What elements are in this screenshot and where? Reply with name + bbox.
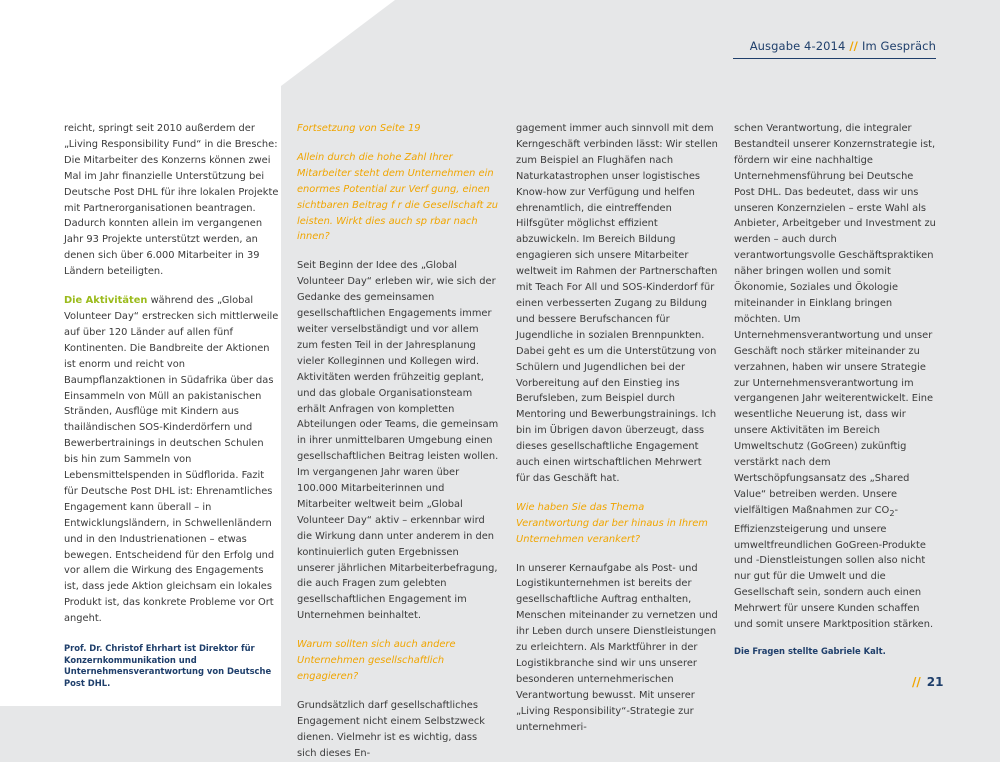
interview-answer: gagement immer auch sinnvoll mit dem Kerngeschäft verbinden lässt: Wir stellen zum Beispiel an Flughäfen nach Naturkatastrophen unser logistisches Know-how zur Verfügung und helfen ehrenamtlich, die eintreffenden Hilfsgüter möglichst effizient abzuwickeln. Im Bereich Bildung engagieren sich unsere Mitarbeiter weltweit im Rahmen der Partnerschaften mit Teach For All und SOS-Kinderdorf für einen verbesserten Zugang zu Bildung und bessere Berufschancen für Jugendliche in sozialen Brennpunkten. Dabei geht es um die Unterstützung von Schülern und Jugendlichen bei der Vorbereitung auf den Einstieg ins Berufsleben, zum Beispiel durch Mentoring und Bewerbungstrainings. Ich bin im Übrigen davon überzeugt, dass dieses gesellschaftliche Engagement auch einen wirtschaftlichen Mehrwert für das Geschäft hat.	[516, 123, 718, 484]
footer-separator: //	[912, 675, 921, 689]
interview-question: Wie haben Sie das Thema Verantwortung dar ber hinaus in Ihrem Unternehmen verankert?	[516, 501, 708, 545]
text-column-4	[734, 121, 936, 657]
paragraph-text: schen Verantwortung, die integraler Bestandteil unserer Konzernstrategie ist, fördern wir eine nachhaltige Unternehmensführung bei Deutsche Post DHL. Das bedeutet, dass wir uns unseren Konzernzielen – erste Wahl als Anbieter, Arbeitgeber und Investment zu werden – auch durch verantwortungsvolle Geschäftspraktiken näher bringen wollen und somit Ökonomie, Soziales und Ökologie miteinander in Einklang bringen möchten. Um Unternehmensverantwortung und unser Geschäft noch stärker miteinander zu verzahnen, haben wir unsere Strategie zur Unternehmensverantwortung im vergangenen Jahr weiterentwickelt. Eine wesentliche Neuerung ist, dass wir unsere Aktivitäten im Bereich Umweltschutz (GoGreen) zukünftig verstärkt nach dem Wertschöpfungsansatz des „Shared Value“ betreiben werden. Unsere vielfältigen Maßnahmen zur CO	[734, 123, 936, 516]
page-number	[912, 675, 943, 689]
author-byline: Prof. Dr. Christof Ehrhart ist Direktor für Konzernkommunikation und Unternehmensverantwortung von Deutsche Post DHL.	[64, 643, 272, 688]
interview-question: Warum sollten sich auch andere Unternehmen gesellschaftlich engagieren?	[297, 639, 456, 682]
paragraph-text: während des „Global Volunteer Day“ erstrecken sich mittlerweile auf über 120 Länder auf allen fünf Kontinenten. Die Bandbreite der Aktionen ist enorm und reicht von Baumpflanzaktionen in Südafrika über das Einsammeln von Müll an pakistanischen Stränden, Ausflüge mit Kindern aus thailändischen SOS-Kinderdörfern und Bewerbertrainings in deutschen Schulen bis hin zum Sammeln von Lebensmittelspenden in Südflorida. Fazit für Deutsche Post DHL ist: Ehrenamtliches Engagement kann überall – in Entwicklungsländern, in Schwellenländern und in den Industrienationen – etwas bewegen. Entscheidend für den Erfolg und vor allem die Wirkung des Engagements ist, dass jede Aktion gleichsam ein lokales Produkt ist, das konkrete Probleme vor Ort angeht.	[64, 295, 279, 625]
continuation-note: Fortsetzung von Seite 19	[297, 123, 421, 134]
issue-label: Ausgabe 4-2014	[749, 39, 846, 53]
text-column-1	[64, 121, 279, 689]
text-column-2	[297, 121, 499, 762]
page-number-value: 21	[926, 675, 944, 689]
issue-header	[750, 39, 936, 53]
header-separator: //	[849, 39, 858, 53]
body-paragraph: reicht, springt seit 2010 außerdem der „Living Responsibility Fund“ in die Bresche: Die Mitarbeiter des Konzerns können zwei Mal im Jahr finanzielle Unterstützung bei Deutsche Post DHL für ihre lokalen Projekte mit Partnerorganisationen beantragen. Dadurch konnten allein im vergangenen Jahr 93 Projekte unterstützt werden, an denen sich über 6.000 Mitarbeiter in 39 Ländern beteiligten.	[64, 123, 279, 278]
paragraph-text: -Effizienzsteigerung und unsere umweltfreundlichen GoGreen-Produkte und -Dienstleistungen sollen also nicht nur gut für die Umwelt und die Gesellschaft sein, sondern auch einen Mehrwert für unsere Kunden schaffen und somit unsere Marktposition stärken.	[734, 504, 934, 631]
header-rule	[733, 58, 936, 59]
interview-answer: Seit Beginn der Idee des „Global Volunteer Day“ erleben wir, wie sich der Gedanke des gemeinsamen gesellschaftlichen Engagements immer weiter verselbständigt und vor allem zum festen Teil in der Jahresplanung vieler Kolleginnen und Kollegen wird. Aktivitäten werden frühzeitig geplant, und das globale Organisationsteam erhält Anfragen von kompletten Abteilungen oder Teams, die gemeinsam in ihrer unmittelbaren Umgebung einen gesellschaftlichen Beitrag leisten wollen. Im vergangenen Jahr waren über 100.000 Mitarbeiterinnen und Mitarbeiter weltweit beim „Global Volunteer Day“ aktiv – erkennbar wird die Wirkung dann unter anderem in den kontinuierlich guten Ergebnissen unserer jährlichen Mitarbeiterbefragung, die auch Fragen zum gelebten gesellschaftlichen Engagement im Unternehmen beinhaltet.	[297, 260, 499, 622]
subscript-2: 2	[889, 507, 895, 518]
text-column-3	[516, 121, 718, 736]
body-paragraph	[64, 293, 279, 627]
lead-in: Die Aktivitäten	[64, 295, 148, 307]
interview-question: Allein durch die hohe Zahl Ihrer Mitarbeiter steht dem Unternehmen ein enormes Potential zur Verf gung, einen sichtbaren Beitrag f r die Gesellschaft zu leisten. Wirkt dies auch sp rbar nach innen?	[297, 151, 498, 243]
section-label: Im Gespräch	[861, 39, 936, 53]
interviewer-credit: Die Fragen stellte Gabriele Kalt.	[734, 645, 886, 656]
interview-answer	[734, 121, 936, 633]
interview-answer: Grundsätzlich darf gesellschaftliches Engagement nicht einem Selbstzweck dienen. Vielmehr ist es wichtig, dass sich dieses En-	[297, 699, 485, 759]
interview-answer: In unserer Kernaufgabe als Post- und Logistikunternehmen ist bereits der gesellschaftliche Auftrag enthalten, Menschen miteinander zu vernetzen und ihr Leben durch unsere Dienstleistungen zu erleichtern. Als Marktführer in der Logistikbranche sind wir uns unserer besonderen unternehmerischen Verantwortung bewusst. Mit unserer „Living Responsibility“-Strategie zur unternehmeri-	[516, 562, 718, 733]
